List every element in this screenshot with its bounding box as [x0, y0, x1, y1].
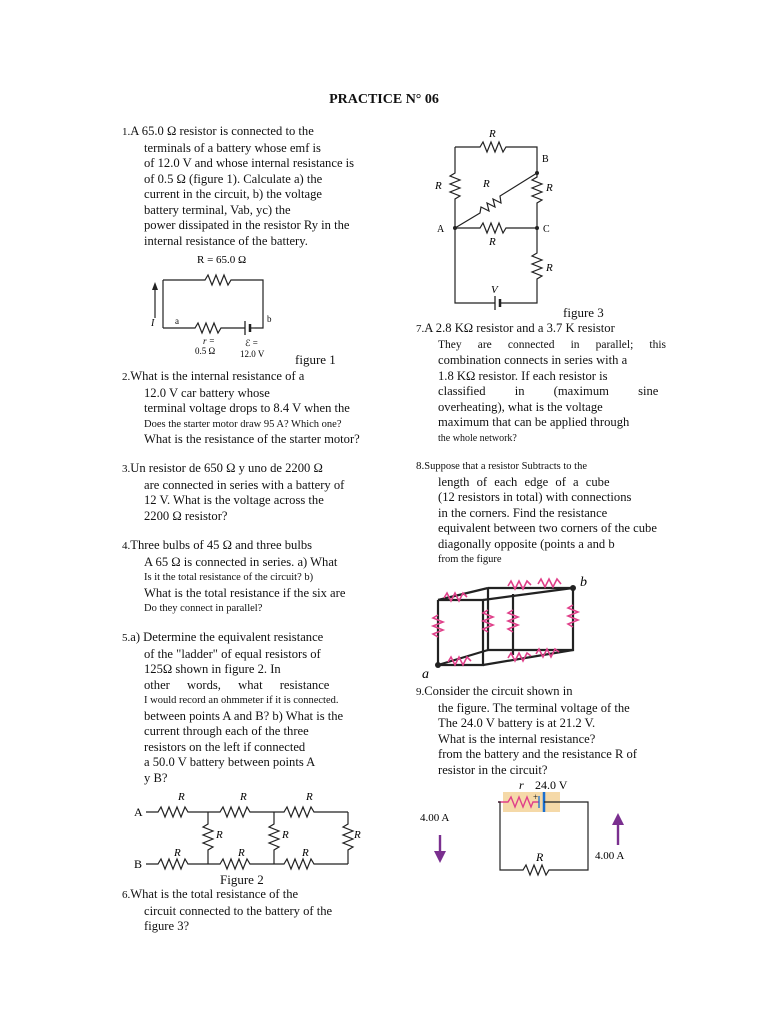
resistor-label: R: [435, 180, 442, 192]
point-a-label: a: [422, 667, 429, 680]
question-line: The 24.0 V battery is at 21.2 V.: [438, 716, 596, 730]
question-line: a 50.0 V battery between points A: [144, 755, 316, 769]
question-number: 5.: [122, 632, 131, 644]
question-line: A 2.8 KΩ resistor and a 3.7 K resistor: [424, 321, 615, 335]
question-8: [416, 459, 676, 568]
question-number: 7.: [416, 323, 425, 335]
question-number: 3.: [122, 463, 131, 475]
question-line: Consider the circuit shown in: [424, 684, 573, 698]
question-line: Suppose that a resistor Subtracts to the: [424, 461, 587, 472]
question-number: 2.: [122, 371, 131, 383]
question-line: length of each edge of a cube: [438, 474, 610, 489]
node-C: [535, 226, 539, 230]
resistor: [450, 147, 460, 228]
question-line: A 65.0 Ω resistor is connected to the: [130, 124, 314, 138]
cube-edge: [483, 588, 573, 600]
question-2: [122, 369, 392, 448]
resistor-label: R: [174, 847, 181, 859]
question-4: [122, 538, 392, 617]
question-line: maximum that can be applied through: [438, 415, 630, 429]
emf-label: 24.0 V: [535, 778, 568, 792]
page-title: PRACTICE N° 06: [329, 92, 439, 107]
resistor-label: R: [546, 262, 553, 274]
question-line: What is the resistance of the starter motor?: [144, 432, 360, 446]
point-a: [435, 662, 441, 668]
resistor-label: R: [216, 829, 223, 841]
left-current-label: 4.00 A: [420, 812, 450, 824]
figure-1-caption: figure 1: [295, 352, 336, 367]
question-number: 6.: [122, 889, 131, 901]
node-B: [535, 171, 539, 175]
question-1: [122, 124, 377, 249]
question-line: the whole network?: [438, 432, 517, 444]
question-line: Is it the total resistance of the circuit? b): [144, 572, 314, 583]
voltage-label: V: [491, 284, 498, 296]
point-b-label: b: [580, 575, 587, 590]
question-line: overheating), what is the voltage: [438, 399, 603, 414]
point-B-label: B: [134, 857, 143, 871]
question-line: (12 resistors in total) with connections: [438, 490, 632, 504]
resistor-label: R: [240, 791, 247, 803]
point-b: [570, 585, 576, 591]
question-line: of 12.0 V and whose internal resistance is: [144, 156, 355, 170]
question-7: [416, 321, 666, 446]
figure-2-caption: Figure 2: [220, 872, 264, 887]
question-number: 9.: [416, 686, 425, 698]
resistor-label: R: [483, 178, 490, 190]
question-line: in the corners. Find the resistance: [438, 505, 608, 520]
question-line: are connected in series with a battery of: [144, 477, 345, 492]
question-line: 12.0 V car battery whose: [144, 385, 270, 400]
question-line: Un resistor de 650 Ω y uno de 2200 Ω: [130, 461, 323, 475]
question-line: What is the internal resistance of a: [130, 369, 305, 383]
rung-resistor: [203, 812, 213, 864]
emf-value: 12.0 V: [240, 349, 265, 359]
question-line: A 65 Ω is connected in series. a) What: [144, 554, 338, 569]
resistor-label: R: [489, 236, 496, 248]
question-5: [122, 630, 392, 786]
question-6: [122, 887, 392, 935]
question-line: 1.8 KΩ resistor. If each resistor is: [438, 368, 608, 383]
resistor-label: R: [489, 128, 496, 140]
question-line: internal resistance of the battery.: [144, 233, 308, 248]
question-line: of 0.5 Ω (figure 1). Calculate a) the: [144, 171, 323, 186]
resistor-label: R: [354, 829, 361, 841]
resistor: [455, 223, 537, 233]
diagonal-resistor: [455, 173, 537, 228]
cube-resistor-figure: [418, 570, 598, 680]
question-9: [416, 684, 686, 778]
figure-9-circuit: [418, 775, 678, 880]
resistor-label: R: [536, 850, 544, 864]
resistor-label: R: [178, 791, 185, 803]
question-line: the figure. The terminal voltage of the: [438, 700, 630, 715]
question-line: They are connected in parallel; this: [438, 338, 666, 351]
cube-front-face: [438, 600, 483, 665]
plus-sign: +: [533, 792, 539, 802]
question-line: of the "ladder" of equal resistors of: [144, 646, 321, 661]
internal-resistance-label: r =: [203, 336, 215, 346]
cube-edge: [438, 650, 488, 665]
node-A: [453, 226, 457, 230]
question-line: What is the total resistance if the six are: [144, 585, 346, 600]
figure-3-circuit: [425, 125, 575, 315]
question-line: terminals of a battery whose emf is: [144, 140, 321, 155]
question-line: 2200 Ω resistor?: [144, 508, 228, 523]
figure-2-ladder: [130, 786, 370, 876]
resistor-label: R: [546, 182, 553, 194]
emf-label: ℰ =: [245, 338, 258, 348]
node-A-label: A: [437, 224, 445, 235]
question-line: current through each of the three: [144, 724, 309, 738]
question-line: diagonally opposite (points a and b: [438, 536, 615, 551]
question-line: y B?: [144, 770, 168, 785]
point-b-label: b: [267, 314, 272, 324]
question-line: resistors on the left if connected: [144, 739, 306, 754]
question-3: [122, 461, 392, 524]
rung-resistor: [343, 812, 353, 864]
question-line: from the battery and the resistance R of: [438, 747, 637, 761]
circuit-wire: [455, 142, 537, 173]
resistor-label: R = 65.0 Ω: [197, 254, 247, 266]
question-line: a) Determine the equivalent resistance: [130, 630, 324, 644]
question-line: combination connects in series with a: [438, 353, 628, 367]
circuit-wire: [498, 802, 588, 875]
resistor-label: R: [238, 847, 245, 859]
internal-resistance-value: 0.5 Ω: [195, 346, 216, 356]
question-line: equivalent between two corners of the cube: [438, 521, 657, 535]
question-line: circuit connected to the battery of the: [144, 903, 333, 918]
question-line: classified in (maximum sine: [438, 384, 659, 398]
right-current-label: 4.00 A: [595, 850, 625, 862]
question-line: power dissipated in the resistor Ry in the: [144, 218, 350, 232]
question-number: 1.: [122, 126, 131, 138]
point-A-label: A: [134, 805, 143, 819]
cube-resistor: [538, 579, 561, 587]
question-line: from the figure: [438, 554, 502, 565]
up-arrowhead: [612, 813, 624, 825]
question-line: resistor in the circuit?: [438, 762, 548, 777]
question-line: What is the internal resistance?: [438, 731, 596, 746]
node-B-label: B: [542, 154, 549, 165]
resistor-label: R: [302, 847, 309, 859]
internal-resistance-label: r: [519, 778, 524, 792]
question-line: Do they connect in parallel?: [144, 603, 263, 614]
resistor: [532, 173, 542, 228]
question-line: figure 3?: [144, 919, 190, 933]
top-rail: [146, 807, 348, 817]
question-line: current in the circuit, b) the voltage: [144, 187, 322, 201]
rung-resistor: [269, 812, 279, 864]
question-line: battery terminal, Vab, yc) the: [144, 202, 291, 217]
current-label: I: [151, 318, 155, 329]
bottom-rail: [146, 859, 348, 869]
question-line: between points A and B? b) What is the: [144, 708, 344, 723]
question-line: other words, what resistance: [144, 677, 330, 692]
question-line: Three bulbs of 45 Ω and three bulbs: [130, 538, 313, 552]
question-line: What is the total resistance of the: [130, 887, 299, 901]
node-C-label: C: [543, 224, 550, 235]
question-number: 4.: [122, 540, 131, 552]
question-line: 12 V. What is the voltage across the: [144, 493, 324, 507]
down-arrowhead: [434, 851, 446, 863]
resistor-label: R: [306, 791, 313, 803]
question-line: I would record an ohmmeter if it is connected.: [144, 695, 339, 706]
question-number: 8.: [416, 460, 425, 472]
question-line: terminal voltage drops to 8.4 V when the: [144, 401, 350, 415]
figure-3-caption: figure 3: [563, 305, 604, 320]
resistor-label: R: [282, 829, 289, 841]
question-line: 125Ω shown in figure 2. In: [144, 662, 281, 676]
question-line: Does the starter motor draw 95 A? Which one?: [144, 418, 342, 430]
current-arrowhead: [152, 282, 158, 290]
point-a-label: a: [175, 316, 179, 326]
cube-edge: [483, 650, 573, 665]
resistor: [501, 228, 542, 303]
